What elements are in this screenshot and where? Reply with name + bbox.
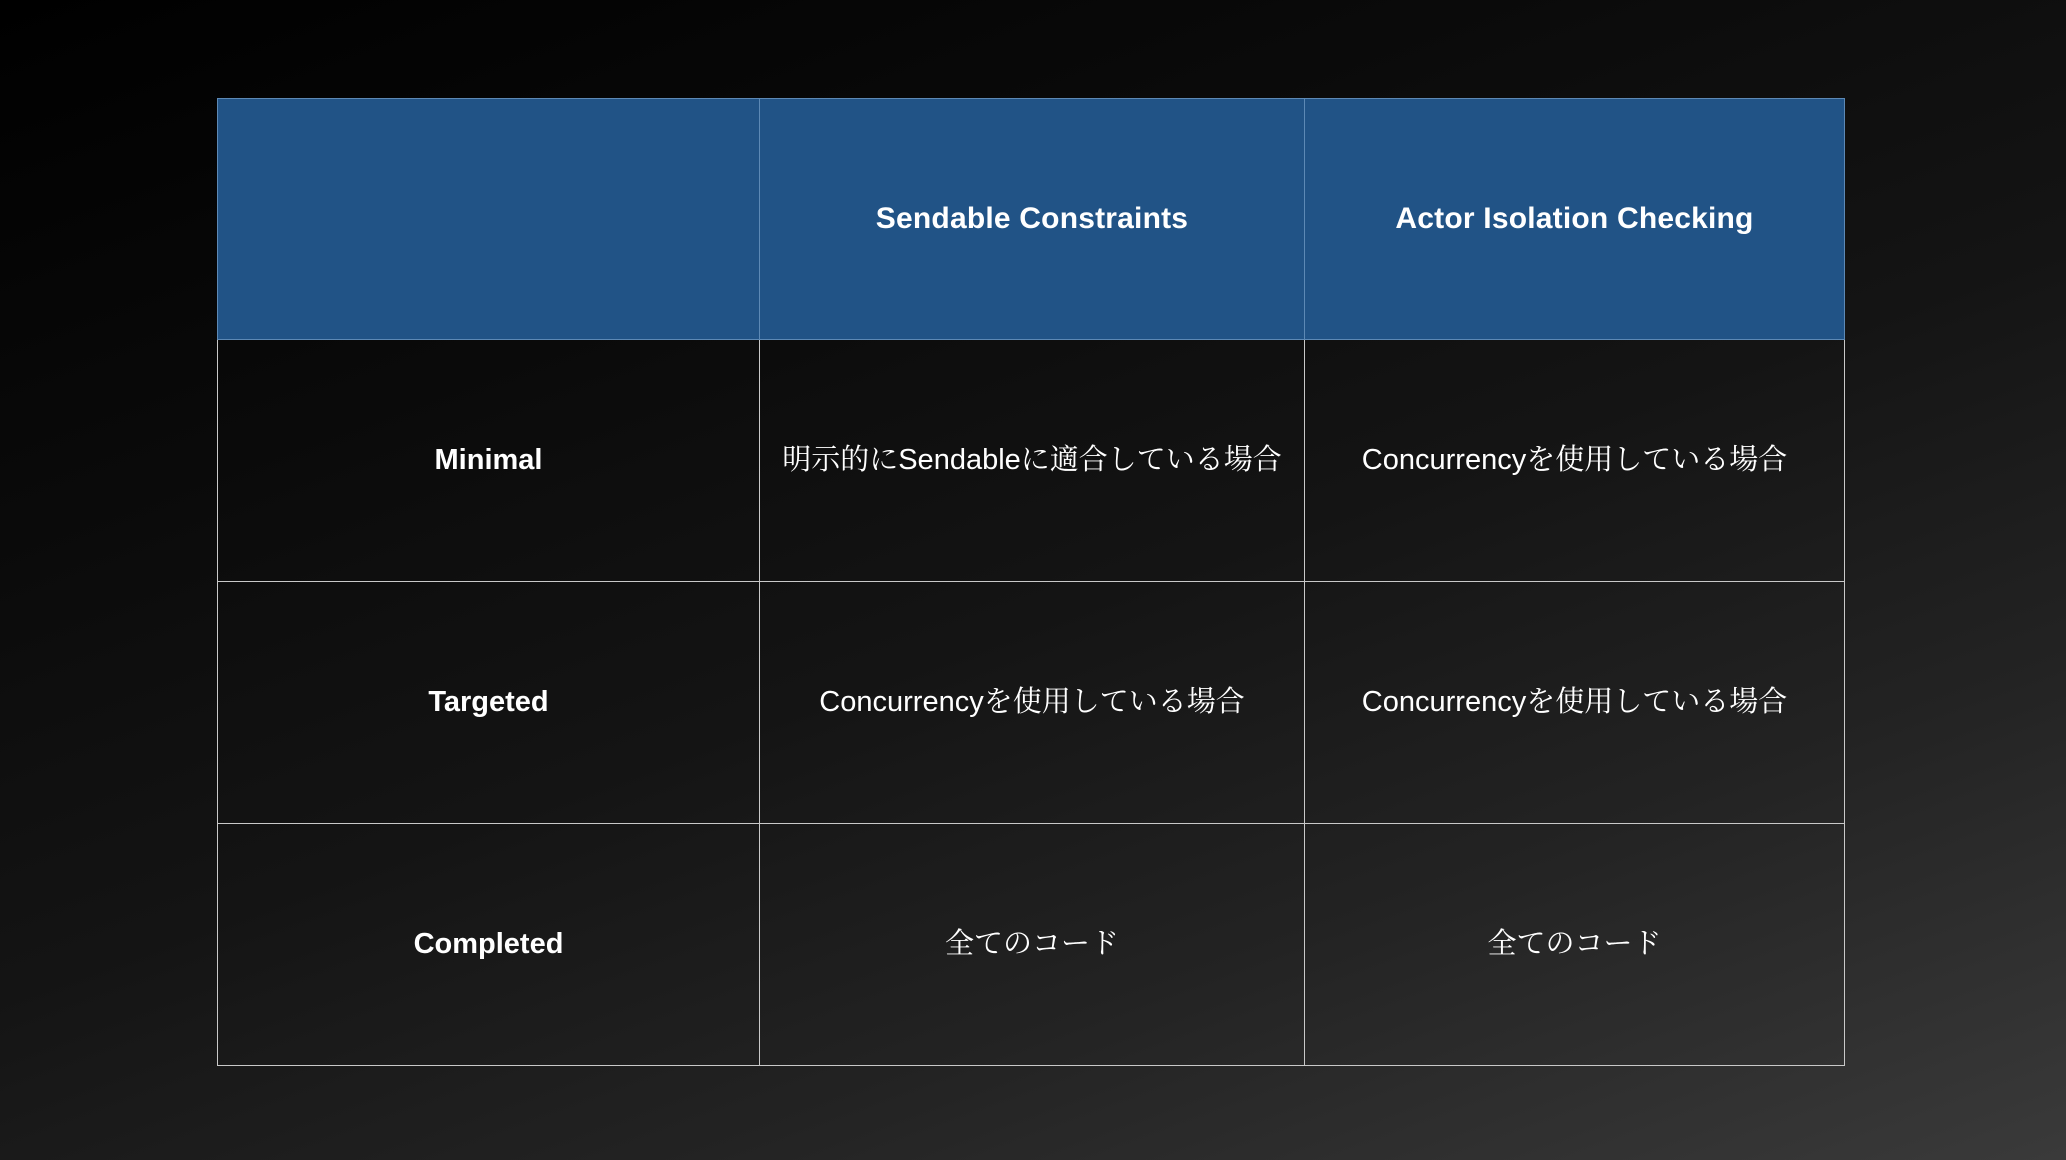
cell-minimal-sendable bbox=[760, 340, 1305, 582]
row-label-targeted: Targeted bbox=[218, 582, 760, 824]
table-corner-cell bbox=[218, 99, 760, 340]
table-row bbox=[218, 824, 1845, 1066]
table-header-row bbox=[218, 99, 1845, 340]
cell-minimal-sendable-text: 明示的にSendableに適合している場合 bbox=[782, 443, 1282, 476]
row-label-minimal: Minimal bbox=[218, 340, 760, 582]
table-row bbox=[218, 582, 1845, 824]
cell-completed-sendable-text: 全てのコード bbox=[944, 927, 1119, 960]
comparison-table-container bbox=[217, 98, 1844, 1066]
table-row bbox=[218, 340, 1845, 582]
cell-minimal-actor-text: Concurrencyを使用している場合 bbox=[1361, 443, 1788, 476]
cell-minimal-actor bbox=[1305, 340, 1845, 582]
comparison-table bbox=[217, 98, 1845, 1066]
column-header-actor-isolation-checking: Actor Isolation Checking bbox=[1305, 99, 1845, 340]
cell-targeted-actor bbox=[1305, 582, 1845, 824]
cell-targeted-sendable-text: Concurrencyを使用している場合 bbox=[819, 685, 1245, 718]
row-label-completed: Completed bbox=[218, 824, 760, 1066]
column-header-sendable-constraints: Sendable Constraints bbox=[760, 99, 1305, 340]
cell-targeted-sendable bbox=[760, 582, 1305, 824]
cell-completed-actor bbox=[1305, 824, 1845, 1066]
cell-completed-actor-text: 全てのコード bbox=[1487, 927, 1662, 960]
cell-targeted-actor-text: Concurrencyを使用している場合 bbox=[1361, 685, 1788, 718]
cell-completed-sendable bbox=[760, 824, 1305, 1066]
